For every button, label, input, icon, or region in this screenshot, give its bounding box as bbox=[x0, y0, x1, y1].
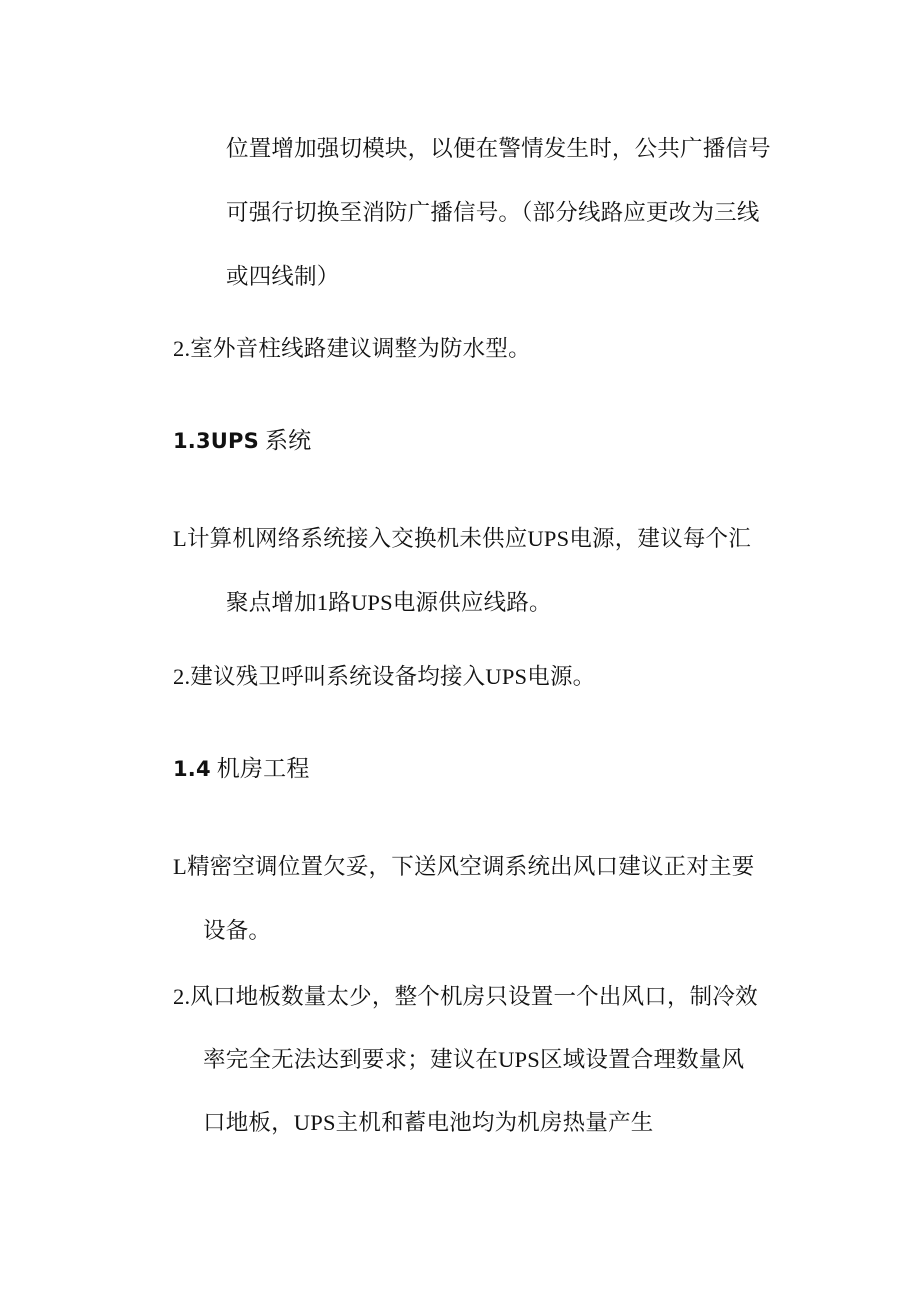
list-item: 2.建议残卫呼叫系统设备均接入UPS电源。 bbox=[173, 664, 596, 689]
section-title: 系统 bbox=[264, 428, 312, 453]
paragraph-line: 位置增加强切模块，以便在警情发生时，公共广播信号 bbox=[226, 136, 771, 161]
list-item: 2.室外音柱线路建议调整为防水型。 bbox=[173, 336, 531, 361]
list-item: 2.风口地板数量太少，整个机房只设置一个出风口，制冷效 bbox=[173, 984, 758, 1009]
paragraph-line: 设备。 bbox=[203, 918, 272, 943]
list-item: L精密空调位置欠妥，下送风空调系统出风口建议正对主要 bbox=[173, 854, 755, 879]
section-number: 1.4 bbox=[173, 757, 211, 781]
section-heading bbox=[173, 426, 311, 456]
paragraph-line: 口地板，UPS主机和蓄电池均为机房热量产生 bbox=[203, 1110, 654, 1135]
paragraph-line: 聚点增加1路UPS电源供应线路。 bbox=[226, 590, 552, 615]
section-heading bbox=[173, 754, 310, 784]
section-title: 机房工程 bbox=[216, 756, 310, 781]
list-item: L计算机网络系统接入交换机未供应UPS电源，建议每个汇 bbox=[173, 526, 751, 551]
paragraph-line: 或四线制） bbox=[226, 264, 340, 289]
paragraph-line: 可强行切换至消防广播信号。（部分线路应更改为三线 bbox=[226, 200, 760, 225]
paragraph-line: 率完全无法达到要求；建议在UPS区域设置合理数量风 bbox=[203, 1047, 745, 1072]
section-number: 1.3UPS bbox=[173, 429, 259, 453]
